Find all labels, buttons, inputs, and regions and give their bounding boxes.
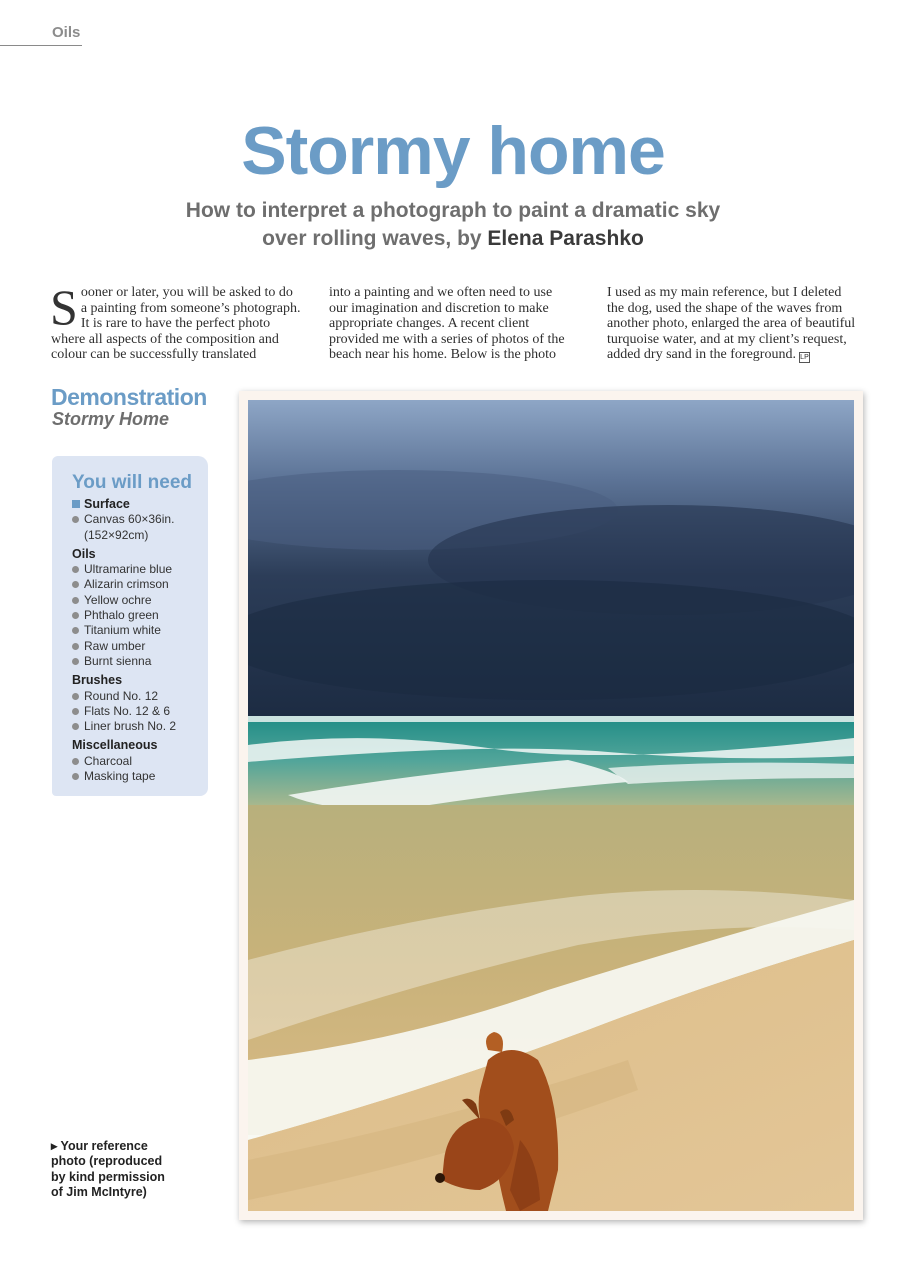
you-will-need-panel xyxy=(52,456,208,796)
intro-line: another photo, enlarged the area of beautiful xyxy=(607,316,856,331)
misc-list xyxy=(72,754,208,785)
caption-line xyxy=(51,1139,201,1154)
intro-line: ooner or later, you will be asked to do xyxy=(80,285,293,300)
square-bullet-icon xyxy=(72,500,80,508)
intro-line-text: added dry sand in the foreground. xyxy=(607,347,796,362)
surface-label xyxy=(72,497,208,512)
intro-line: the dog, used the shape of the waves from xyxy=(607,300,843,316)
list-item: Ultramarine blue xyxy=(72,562,208,577)
caption-line: by kind permission xyxy=(51,1169,165,1184)
intro-line-last xyxy=(607,347,877,363)
intro-line: I used as my main reference, but I deleted xyxy=(607,285,842,300)
intro-line: where all aspects of the composition and xyxy=(51,331,279,347)
intro-line: It is rare to have the perfect photo xyxy=(80,316,271,331)
section-tag xyxy=(0,22,82,46)
sea-area xyxy=(248,716,854,810)
intro-line: a painting from someone’s photograph. xyxy=(80,300,301,316)
caption-arrow-icon: ▸ xyxy=(51,1139,58,1153)
list-item xyxy=(72,528,208,543)
list-item: Titanium white xyxy=(72,623,208,638)
list-item: Burnt sienna xyxy=(72,654,208,669)
brushes-label: Brushes xyxy=(72,673,123,688)
oils-list xyxy=(72,562,208,669)
brushes-list xyxy=(72,689,208,735)
caption-line: of Jim McIntyre) xyxy=(51,1184,147,1199)
intro-line: our imagination and discretion to make xyxy=(329,300,549,316)
sky-area xyxy=(248,400,854,720)
list-item: Yellow ochre xyxy=(72,593,208,608)
misc-label: Miscellaneous xyxy=(72,738,158,753)
you-will-need-heading: You will need xyxy=(72,472,192,493)
surface-list xyxy=(72,512,208,543)
intro-column-3 xyxy=(607,285,877,363)
list-item: Phthalo green xyxy=(72,608,208,623)
surface-label-text: Surface xyxy=(84,497,130,511)
intro-line: beach near his home. Below is the photo xyxy=(329,347,557,362)
author-name: Elena Parashko xyxy=(487,227,644,250)
caption-line-text: Your reference xyxy=(60,1139,148,1153)
intro-line: into a painting and we often need to use xyxy=(329,285,553,300)
caption-line: photo (reproduced xyxy=(51,1154,163,1169)
list-item: Liner brush No. 2 xyxy=(72,719,208,734)
demonstration-title: Stormy Home xyxy=(52,409,170,429)
list-item: Canvas 60×36in. xyxy=(72,512,208,527)
list-item-text: (152×92cm) xyxy=(84,527,149,542)
intro-column-1 xyxy=(50,279,313,363)
intro-line: appropriate changes. A recent client xyxy=(329,316,530,331)
intro-line: colour can be successfully translated xyxy=(51,347,257,362)
intro-line: provided me with a series of photos of the xyxy=(329,331,565,347)
section-label: Oils xyxy=(52,24,81,41)
reference-photo xyxy=(248,400,854,1211)
article-title: Stormy home xyxy=(241,113,665,189)
article-subtitle xyxy=(0,197,906,253)
list-item: Alizarin crimson xyxy=(72,577,208,592)
subtitle-line-2-text: over rolling waves, by xyxy=(262,227,488,250)
subtitle-line-2 xyxy=(0,225,906,253)
oils-label: Oils xyxy=(72,546,96,561)
demonstration-label: Demonstration xyxy=(51,384,207,410)
intro-column-2 xyxy=(329,285,591,363)
intro-line: turquoise water, and at my client’s request, xyxy=(607,331,847,347)
list-item: Masking tape xyxy=(72,769,208,784)
subtitle-line-1: How to interpret a photograph to paint a dramatic sky xyxy=(185,199,721,222)
list-item: Round No. 12 xyxy=(72,689,208,704)
photo-caption xyxy=(51,1139,201,1200)
list-item: Raw umber xyxy=(72,639,208,654)
end-mark-icon: LP xyxy=(800,354,809,361)
reference-photo-frame xyxy=(239,391,863,1220)
drop-cap: S xyxy=(50,279,78,335)
list-item: Charcoal xyxy=(72,754,208,769)
list-item: Flats No. 12 & 6 xyxy=(72,704,208,719)
